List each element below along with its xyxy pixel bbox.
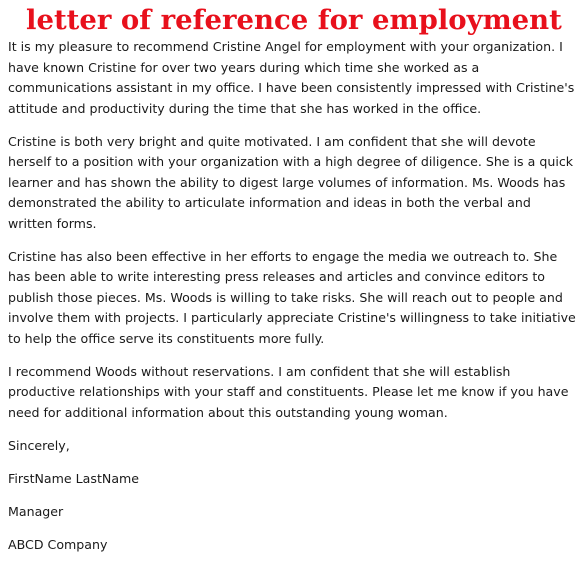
letter-paragraph: I recommend Woods without reservations. I am confident that she will establish productive relationships with your staff and constituents. Please let me know if you have need for additional information about this outstanding young woman. bbox=[8, 363, 569, 420]
signer-position: Manager bbox=[8, 503, 64, 519]
letter-paragraph: It is my pleasure to recommend Cristine Angel for employment with your organization. I have known Cristine for over two years during which time she worked as a communications assistant in my office. I have been consistently impressed with Cristine's attitude and productivity during the time that she has worked in the office. bbox=[8, 39, 575, 116]
signer-company: ABCD Company bbox=[8, 536, 108, 552]
closing-salutation: Sincerely, bbox=[8, 437, 70, 453]
letter-paragraph: Cristine is both very bright and quite motivated. I am confident that she will devote herself to a position with your organization with a high degree of diligence. She is a quick learner and has shown the ability to digest large volumes of information. Ms. Woods has demonstrated the ability to articulate information and ideas in both the verbal and written forms. bbox=[8, 133, 574, 231]
letter-signoff bbox=[8, 436, 576, 556]
letter-title: letter of reference for employment bbox=[26, 4, 562, 36]
letter-paragraph: Cristine has also been effective in her efforts to engage the media we outreach to. She has been able to write interesting press releases and articles and convince editors to publish those pieces. Ms. Woods is willing to take risks. She will reach out to people and involve them with projects. I particularly appreciate Cristine's willingness to take initiative to help the office serve its constituents more fully. bbox=[8, 248, 576, 346]
letter-body bbox=[8, 37, 576, 568]
signer-name: FirstName LastName bbox=[8, 470, 140, 486]
